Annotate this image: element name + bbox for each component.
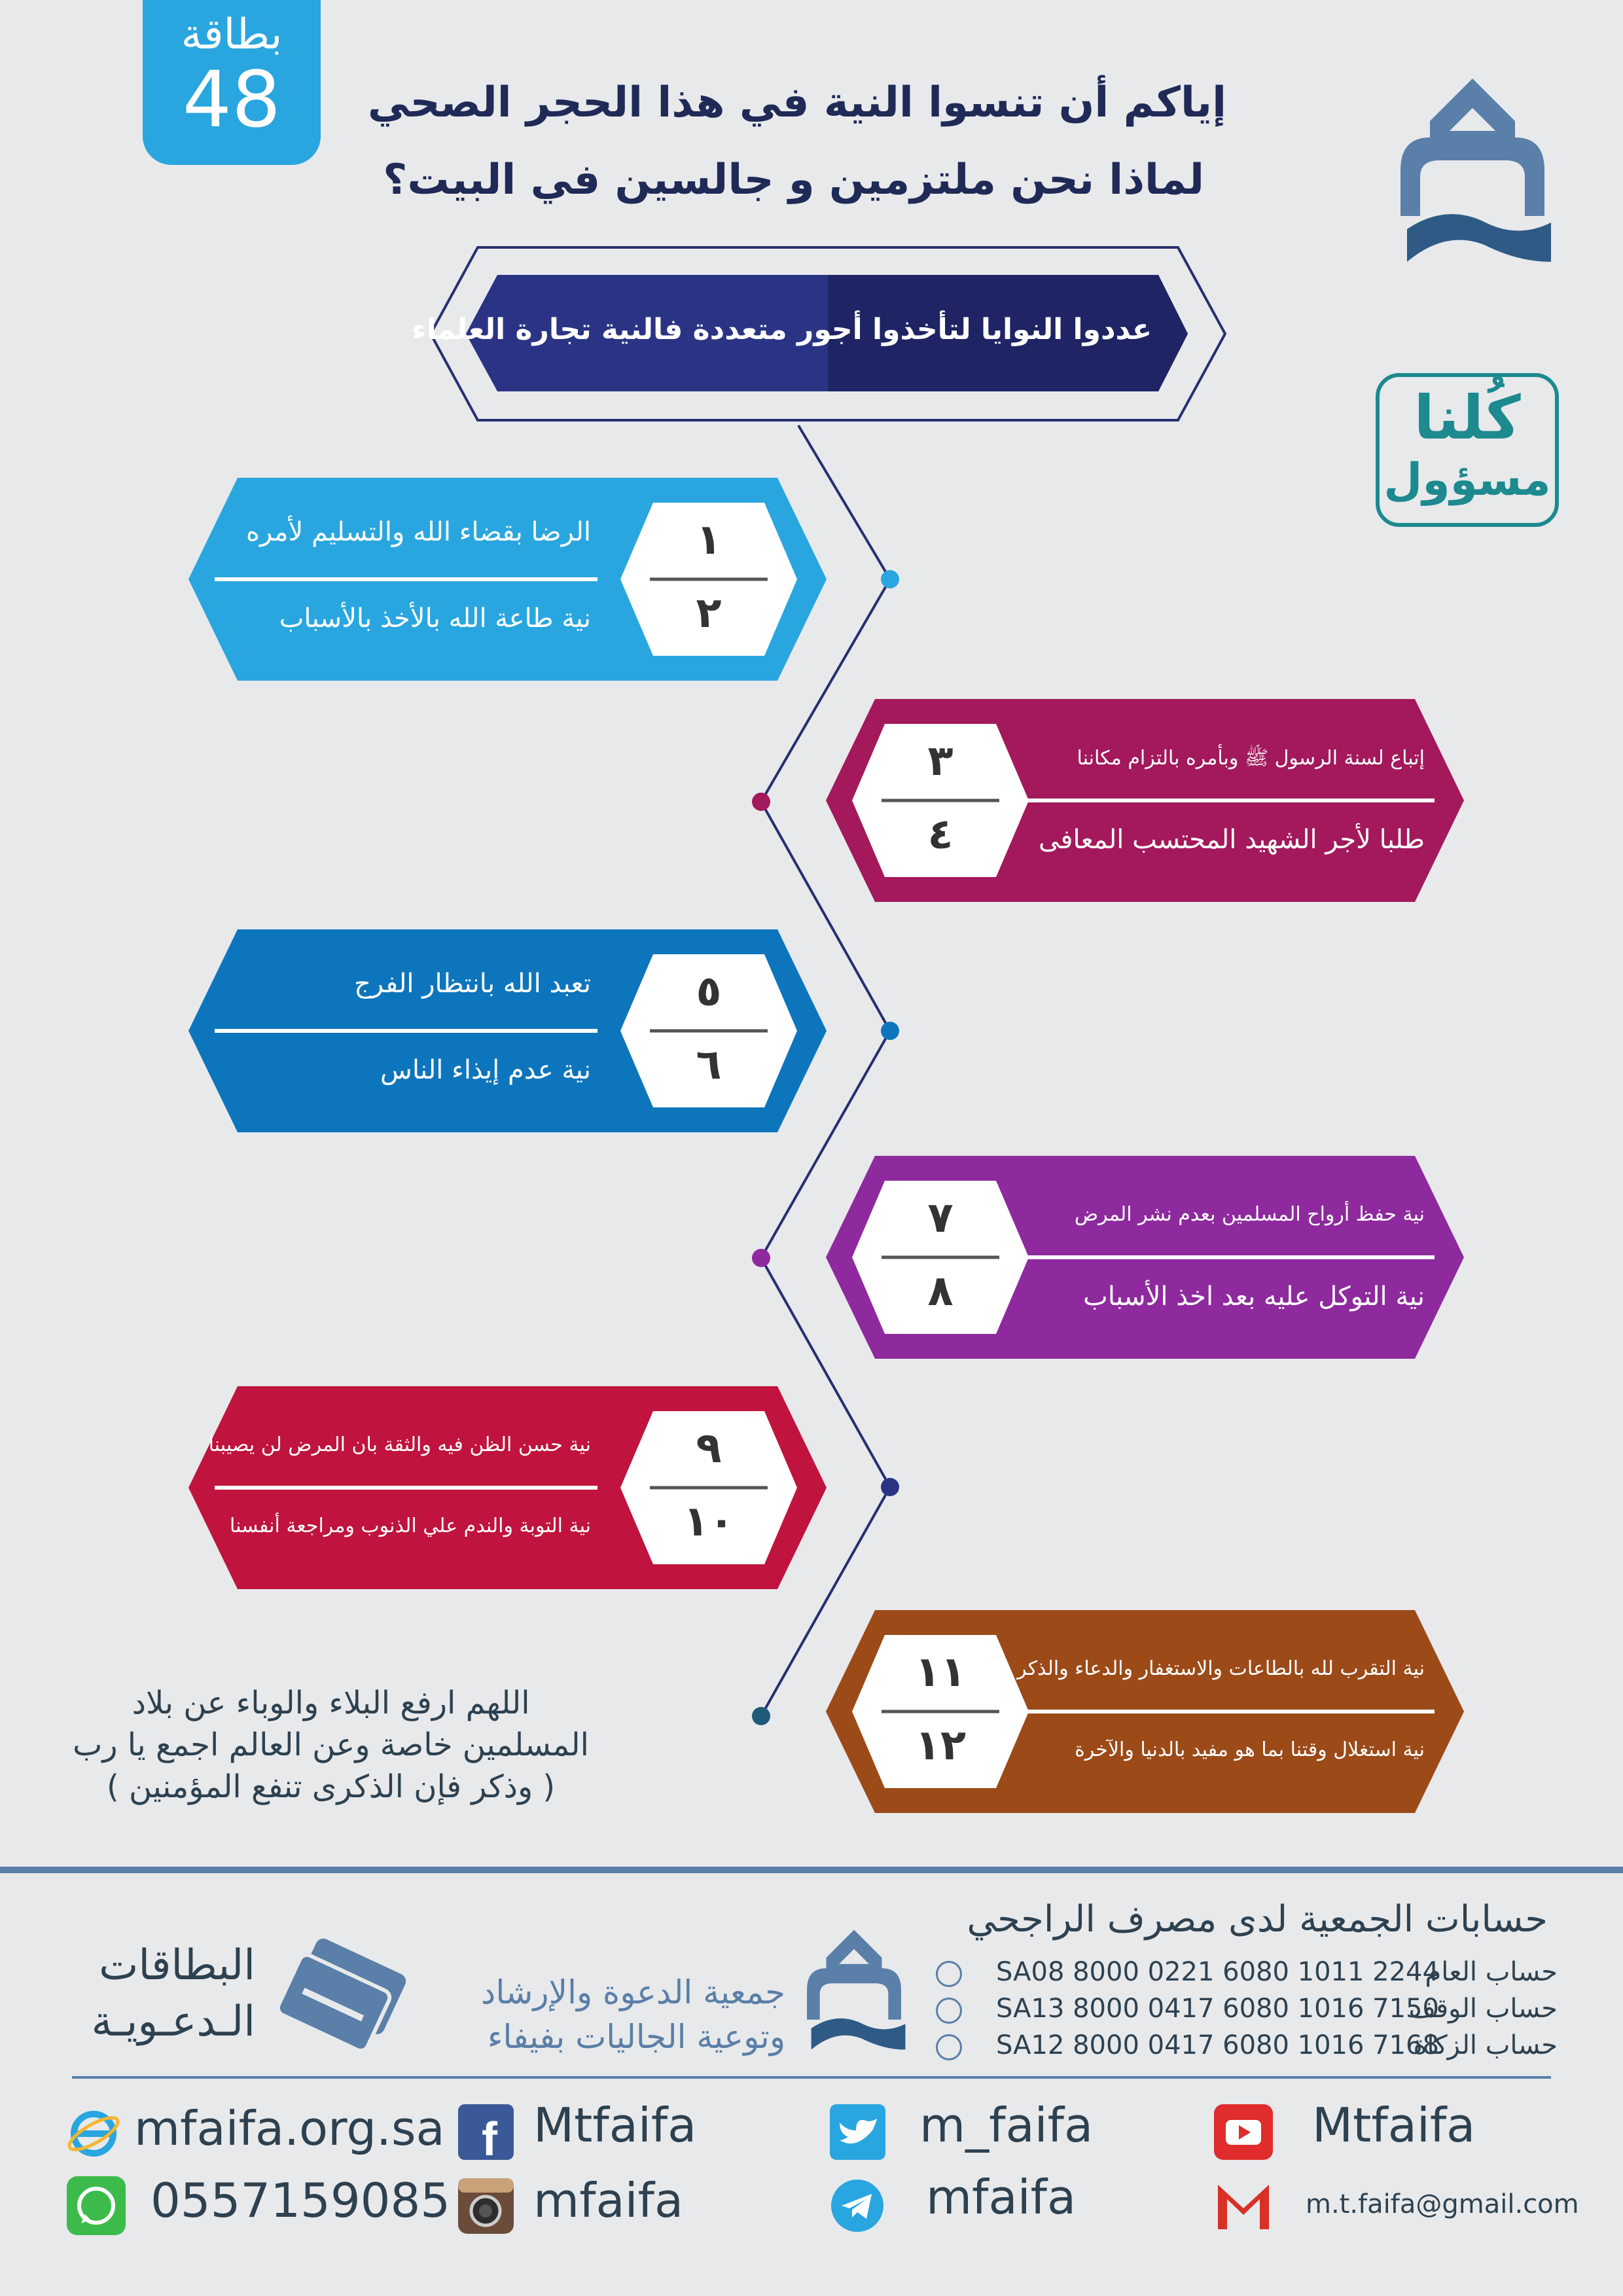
- intention-text-bottom: طلبا لأجر الشهيد المحتسب المعافى: [1039, 825, 1425, 855]
- website-link[interactable]: mfaifa.org.sa: [134, 2101, 445, 2156]
- intention-card-shape: [826, 1610, 1464, 1813]
- org-name-line-2: وتوعية الجاليات بفيفاء: [487, 2018, 785, 2056]
- intention-card: [826, 699, 1464, 902]
- intention-card: [188, 929, 827, 1132]
- twitter-handle[interactable]: m_faifa: [919, 2098, 1094, 2153]
- dua-line-1: اللهم ارفع البلاء والوباء عن بلاد: [132, 1685, 530, 1721]
- telegram-icon: [830, 2178, 885, 2234]
- intention-number-bottom: ٦: [696, 1041, 722, 1089]
- intention-number-top: ٣: [927, 737, 954, 785]
- title-line-2: لماذا نحن ملتزمين و جالسين في البيت؟: [383, 156, 1204, 204]
- instagram-handle[interactable]: mfaifa: [533, 2173, 684, 2228]
- intention-card: [826, 1610, 1464, 1813]
- cards-title-line-1: البطاقات: [99, 1941, 255, 1990]
- intention-number-top: ١١: [914, 1648, 967, 1696]
- intention-card-shape: [826, 1156, 1464, 1359]
- intention-card: [188, 478, 827, 681]
- intention-number-bottom: ١٢: [914, 1721, 967, 1770]
- account-row: [936, 1994, 1558, 2030]
- intention-text-bottom: نية استغلال وقتنا بما هو مفيد بالدنيا والآخرة: [1075, 1738, 1425, 1761]
- telegram-handle[interactable]: mfaifa: [926, 2170, 1077, 2225]
- intention-text-bottom: نية التوكل عليه بعد اخذ الأسباب: [1083, 1282, 1425, 1312]
- org-name-line-1: جمعية الدعوة والإرشاد: [481, 1973, 785, 2011]
- account-iban: SA08 8000 0221 6080 1011 2244: [996, 1957, 1439, 1987]
- account-label: حساب الزكاة: [1413, 2030, 1558, 2060]
- org-name: [481, 1970, 785, 2059]
- account-iban: SA13 8000 0417 6080 1016 7150: [996, 1994, 1439, 2024]
- intention-number-bottom: ١٠: [683, 1498, 735, 1546]
- intention-text-top: نية حسن الظن فيه والثقة بان المرض لن يصيبنا: [208, 1433, 591, 1456]
- slogan-line-1: كُلنا: [1414, 383, 1521, 453]
- facebook-icon: [458, 2104, 514, 2160]
- intention-text-top: الرضا بقضاء الله والتسليم لأمره: [246, 517, 591, 547]
- internet-explorer-icon: [64, 2104, 123, 2163]
- intention-card-shape: [826, 699, 1464, 902]
- title-line-1: إياكم أن تنسوا النية في هذا الحجر الصحي: [367, 79, 1226, 127]
- accounts-title: حسابات الجمعية لدى مصرف الراجحي: [967, 1898, 1548, 1941]
- footer-inner-divider: [72, 2076, 1551, 2079]
- account-row: [936, 2030, 1558, 2067]
- intention-text-bottom: نية التوبة والندم علي الذنوب ومراجعة أنفسنا: [229, 1515, 591, 1537]
- footer-divider: [0, 1867, 1623, 1873]
- accounts-list: [936, 1957, 1558, 2067]
- instagram-icon: [458, 2178, 514, 2234]
- intention-card-shape: [188, 929, 827, 1132]
- bank-icon: [936, 1961, 962, 1987]
- intention-card: [188, 1386, 827, 1589]
- intention-card-shape: [188, 1386, 827, 1589]
- twitter-icon: [830, 2104, 885, 2160]
- dua-line-2: المسلمين خاصة وعن العالم اجمع يا رب: [73, 1727, 589, 1763]
- email-address[interactable]: m.t.faifa@gmail.com: [1306, 2189, 1579, 2219]
- intention-text-top: نية التقرب لله بالطاعات والاستغفار والدعاء والذكر: [1017, 1657, 1425, 1680]
- whatsapp-icon: [67, 2176, 126, 2235]
- account-row: [936, 1957, 1558, 1994]
- slogan-line-2: مسؤول: [1383, 454, 1551, 506]
- intention-card: [826, 1156, 1464, 1359]
- facebook-handle[interactable]: Mtfaifa: [533, 2098, 697, 2153]
- account-iban: SA12 8000 0417 6080 1016 7168: [996, 2030, 1439, 2060]
- intention-card-shape: [188, 478, 827, 681]
- bank-icon: [936, 1998, 962, 2024]
- association-footer-logo-icon: [798, 1921, 910, 2058]
- dua-block: [73, 1682, 589, 1808]
- gmail-icon: [1214, 2178, 1273, 2234]
- intention-text-bottom: نية عدم إيذاء الناس: [380, 1055, 591, 1085]
- badge-number: 48: [182, 54, 281, 145]
- intention-number-top: ٧: [927, 1194, 954, 1242]
- intention-text-top: إتباع لسنة الرسول ﷺ وبأمره بالتزام مكاننا: [1077, 747, 1425, 770]
- youtube-handle[interactable]: Mtfaifa: [1312, 2098, 1476, 2153]
- whatsapp-number[interactable]: 0557159085: [151, 2173, 451, 2228]
- svg-text:f: f: [482, 2113, 497, 2160]
- intention-number-top: ٥: [696, 967, 722, 1016]
- banner-text: عددوا النوايا لتأخذوا أجور متعددة فالنية تجارة العلماء: [412, 313, 1152, 346]
- cards-title: [92, 1937, 256, 2050]
- intention-number-bottom: ٤: [927, 810, 954, 859]
- dua-line-3: ( وذكر فإن الذكرى تنفع المؤمنين ): [106, 1768, 556, 1805]
- youtube-icon: [1214, 2104, 1273, 2160]
- cards-icon: [275, 1937, 406, 2052]
- intention-number-top: ٩: [696, 1424, 722, 1473]
- intention-text-top: نية حفظ أرواح المسلمين بعدم نشر المرض: [1074, 1203, 1425, 1226]
- account-label: حساب العام: [1425, 1957, 1558, 1987]
- intention-text-bottom: نية طاعة الله بالأخذ بالأسباب: [279, 603, 591, 634]
- intention-text-top: تعبد الله بانتظار الفرج: [354, 969, 591, 999]
- account-label: حساب الوقف: [1408, 1994, 1558, 2024]
- badge-label: بطاقة: [181, 10, 283, 59]
- intention-number-bottom: ٢: [696, 589, 722, 637]
- intention-number-bottom: ٨: [927, 1267, 954, 1316]
- bank-icon: [936, 2034, 962, 2060]
- cards-title-line-2: الـدعـويـة: [91, 1998, 255, 2046]
- intention-number-top: ١: [696, 516, 722, 564]
